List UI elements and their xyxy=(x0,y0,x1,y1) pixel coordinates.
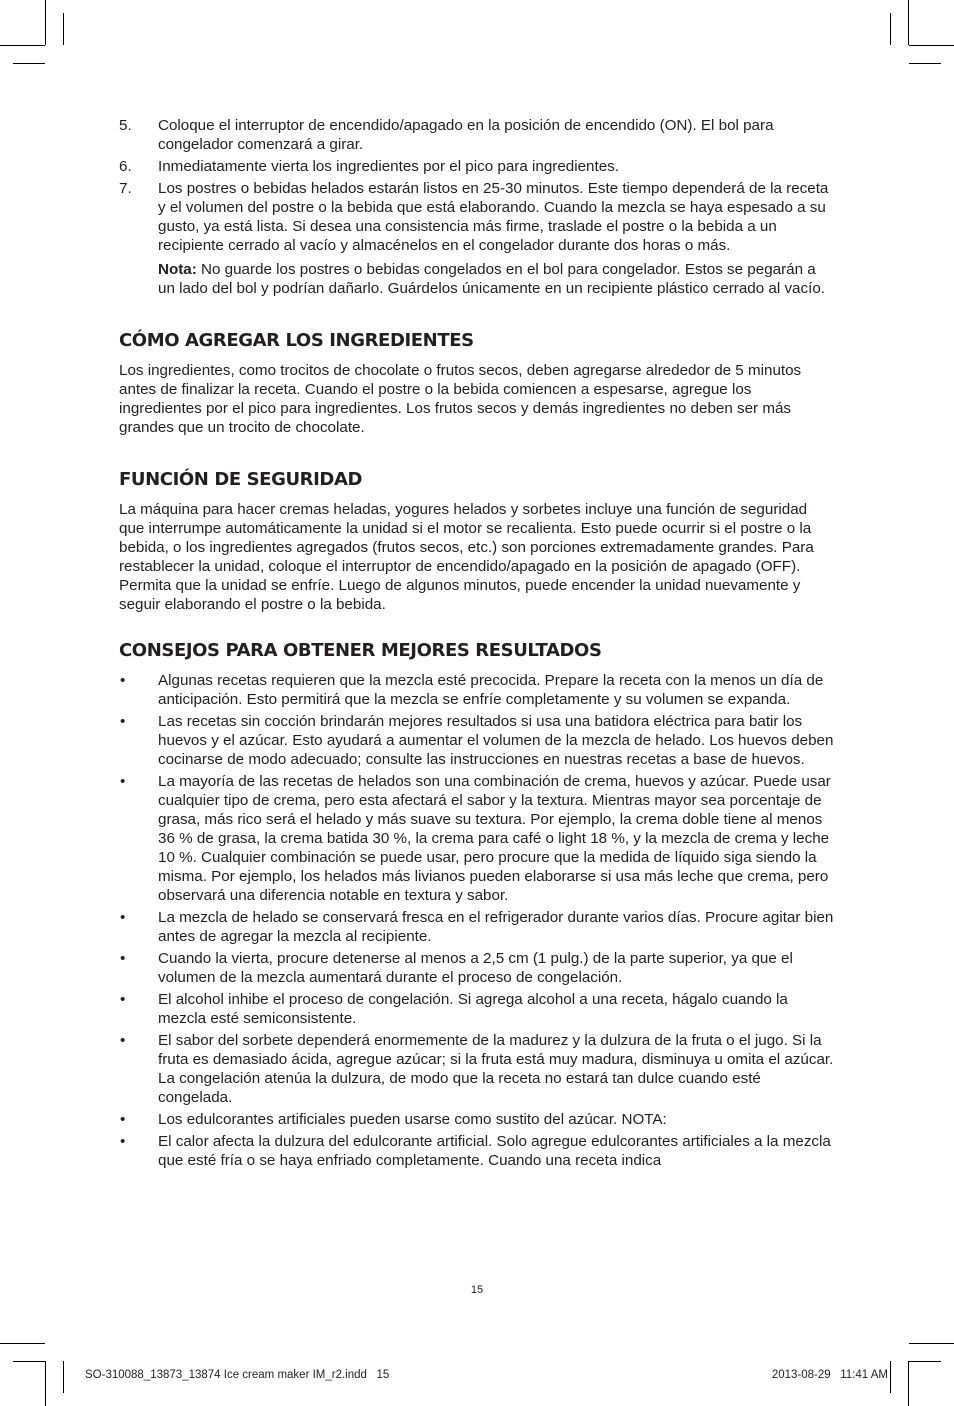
list-item xyxy=(119,1132,835,1170)
bullet: • xyxy=(120,950,126,967)
numbered-step xyxy=(119,116,835,154)
crop-mark xyxy=(0,1343,45,1344)
note-paragraph xyxy=(119,260,835,298)
list-item xyxy=(119,671,835,709)
bullet: • xyxy=(120,909,126,926)
page-number: 15 xyxy=(470,1284,484,1296)
page-content xyxy=(119,116,835,1170)
list-item-text: El sabor del sorbete dependerá enormemente de la madurez y la dulzura de la fruta o el jugo. Si la fruta es demasiado ácida, agregue azúcar; si la fruta está muy madura, disminuya u omita el azúcar. La congelación atenúa la dulzura, de modo que la receta no estará tan dulce cuando esté congelada. xyxy=(158,1032,834,1106)
numbered-step xyxy=(119,157,835,176)
crop-mark xyxy=(909,1361,941,1362)
step-text: Coloque el interruptor de encendido/apagado en la posición de encendido (ON). El bol para congelador comenzará a girar. xyxy=(158,117,774,153)
bullet: • xyxy=(120,1111,126,1128)
step-number: 5. xyxy=(119,117,132,134)
list-item xyxy=(119,712,835,769)
section-heading-consejos: CONSEJOS PARA OBTENER MEJORES RESULTADOS xyxy=(119,640,602,661)
list-item xyxy=(119,1110,835,1129)
bullet: • xyxy=(120,773,126,790)
note-label: Nota: xyxy=(158,261,197,278)
crop-mark xyxy=(45,1361,46,1406)
section-heading-seguridad: FUNCIÓN DE SEGURIDAD xyxy=(119,469,363,490)
list-item-text: Las recetas sin cocción brindarán mejores resultados si usa una batidora eléctrica para batir los huevos y el azúcar. Esto ayudará a aumentar el volumen de la mezcla de helado. Los huevos deben cocinarse de modo adecuado; consulte las instrucciones en nuestras recetas a base de huevos. xyxy=(158,713,834,768)
list-item-text: El alcohol inhibe el proceso de congelación. Si agrega alcohol a una receta, hágalo cuando la mezcla esté semiconsistente. xyxy=(158,991,788,1027)
crop-mark xyxy=(909,45,954,46)
bullet: • xyxy=(120,991,126,1008)
tips-list xyxy=(119,671,835,1170)
list-item-text: Algunas recetas requieren que la mezcla esté precocida. Prepare la receta con la menos un día de anticipación. Esto permitirá que la mezcla se enfríe completamente y su volumen se expanda. xyxy=(158,672,824,708)
section-body-ingredientes: Los ingredientes, como trocitos de chocolate o frutos secos, deben agregarse alrededor de 5 minutos antes de finalizar la receta. Cuando el postre o la bebida comiencen a espesarse, agregue los ingredientes por el pico para ingredientes. Los frutos secos y demás ingredientes no deben ser más grandes que un trocito de chocolate. xyxy=(119,362,802,436)
list-item-text: Cuando la vierta, procure detenerse al menos a 2,5 cm (1 pulg.) de la parte superior, ya que el volumen de la mezcla aumentará durante el proceso de congelación. xyxy=(158,950,793,986)
crop-mark xyxy=(0,45,45,46)
bullet: • xyxy=(120,672,126,689)
list-item-text: El calor afecta la dulzura del edulcorante artificial. Solo agregue edulcorantes artificiales a la mezcla que esté fría o se haya enfriado completamente. Cuando una receta indica xyxy=(158,1133,831,1169)
note-text: No guarde los postres o bebidas congelados en el bol para congelador. Estos se pegarán a un lado del bol y podrían dañarlo. Guárdelos únicamente en un recipiente plástico cerrado al vacío. xyxy=(158,261,825,297)
list-item-text: La mayoría de las recetas de helados son una combinación de crema, huevos y azúcar. Puede usar cualquier tipo de crema, pero esta afectará el sabor y la textura. Mientras mayor sea porcentaje de grasa, más rico será el helado y más suave su textura. Por ejemplo, la crema doble tiene al menos 36 % de grasa, la crema batida 30 %, la crema para café o light 18 %, y la mezcla de crema y leche 10 %. Cualquier combinación se puede usar, pero procure que la medida de líquido siga siendo la misma. Por ejemplo, los helados más livianos pueden elaborarse si usa más leche que crema, pero observará una diferencia notable en textura y sabor. xyxy=(158,773,831,904)
bullet: • xyxy=(120,1133,126,1150)
step-number: 6. xyxy=(119,158,132,175)
bullet: • xyxy=(120,1032,126,1049)
list-item xyxy=(119,990,835,1028)
crop-mark xyxy=(63,13,64,45)
bullet: • xyxy=(120,713,126,730)
list-item xyxy=(119,772,835,905)
list-item xyxy=(119,949,835,987)
list-item xyxy=(119,1031,835,1107)
crop-mark xyxy=(63,1361,64,1393)
crop-mark xyxy=(45,0,46,45)
slug-filename: SO-310088_13873_13874 Ice cream maker IM_r2.indd 15 xyxy=(85,1369,390,1381)
list-item-text: Los edulcorantes artificiales pueden usarse como sustito del azúcar. NOTA: xyxy=(158,1111,667,1128)
crop-mark xyxy=(13,1361,45,1362)
step-text: Los postres o bebidas helados estarán listos en 25-30 minutos. Este tiempo dependerá de la receta y el volumen del postre o la bebida que está elaborando. Cuando la mezcla se haya espesado a su gusto, ya está lista. Si desea una consistencia más firme, traslade el postre o la bebida a un recipiente cerrado al vacío y almacénelos en el congelador durante dos horas o más. xyxy=(158,180,829,254)
list-item-text: La mezcla de helado se conservará fresca en el refrigerador durante varios días. Procure agitar bien antes de agregar la mezcla al recipiente. xyxy=(158,909,834,945)
crop-mark xyxy=(890,1361,891,1393)
section-heading-ingredientes: CÓMO AGREGAR LOS INGREDIENTES xyxy=(119,330,474,351)
list-item xyxy=(119,908,835,946)
step-number: 7. xyxy=(119,180,132,197)
crop-mark xyxy=(908,1361,909,1406)
crop-mark xyxy=(908,0,909,45)
crop-mark xyxy=(909,1343,954,1344)
crop-mark xyxy=(909,63,941,64)
crop-mark xyxy=(890,13,891,45)
slug-timestamp: 2013-08-29 11:41 AM xyxy=(771,1369,888,1381)
numbered-step xyxy=(119,179,835,255)
section-body-seguridad: La máquina para hacer cremas heladas, yogures helados y sorbetes incluye una función de seguridad que interrumpe automáticamente la unidad si el motor se recalienta. Esto puede ocurrir si el postre o la bebida, o los ingredientes agregados (frutos secos, etc.) son porciones extremadamente grandes. Para restablecer la unidad, coloque el interruptor de encendido/apagado en la posición de apagado (OFF). Permita que la unidad se enfríe. Luego de algunos minutos, puede encender la unidad nuevamente y seguir elaborando el postre o la bebida. xyxy=(119,501,814,613)
step-text: Inmediatamente vierta los ingredientes por el pico para ingredientes. xyxy=(158,158,619,175)
crop-mark xyxy=(13,63,45,64)
